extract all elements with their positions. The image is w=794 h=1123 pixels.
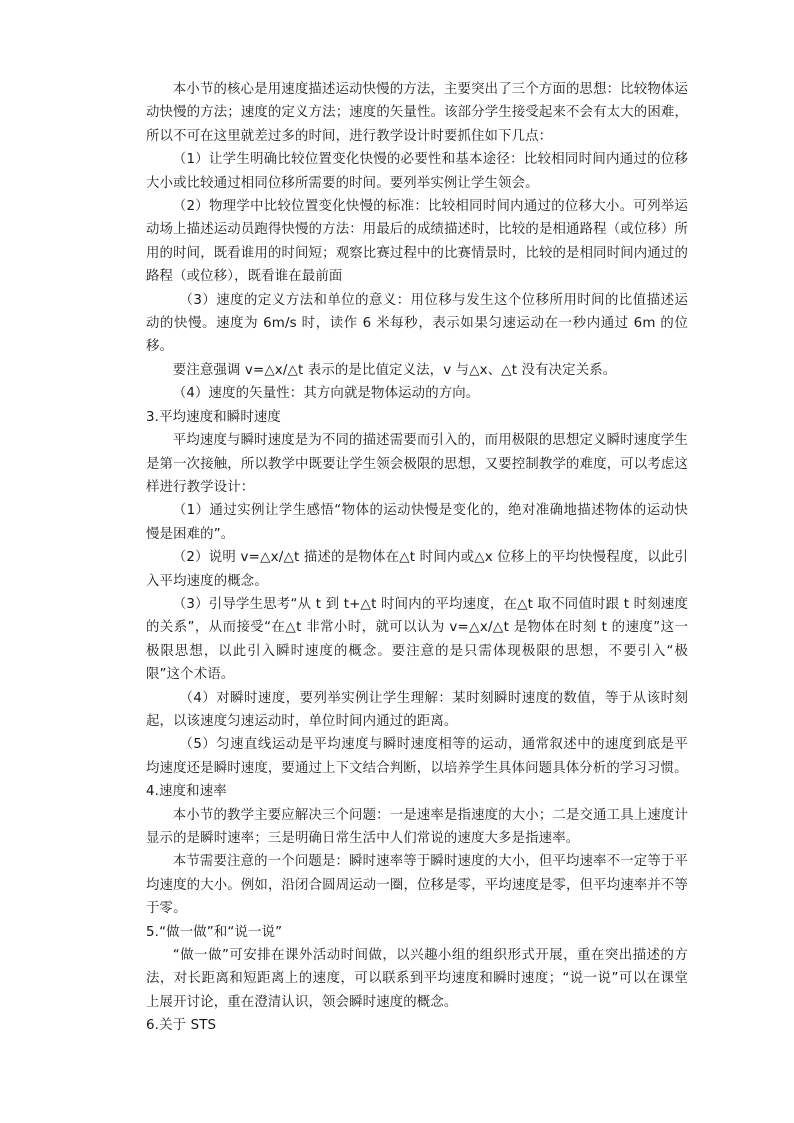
section-3-point-4: （4）对瞬时速度，要列举实例让学生理解：某时刻瞬时速度的数值，等于从该时刻起，以该速度匀速运动时，单位时间内通过的距离。 <box>146 690 688 729</box>
section-3-point-1: （1）通过实例让学生感悟“物体的运动快慢是变化的，绝对准确地描述物体的运动快慢是困难的”。 <box>146 503 688 542</box>
section-3-point-3: （3）引导学生思考“从 t 到 t+△t 时间内的平均速度，在△t 取不同值时跟 t 时刻速度的关系”，从而接受“在△t 非常小时，就可以认为 v=△x/△t 是物体在时刻 t 的速度”这一极限思想，以此引入瞬时速度的概念。要注意的是只需体现极限的思想，不要引入“极限”这个术语。 <box>146 596 688 683</box>
intro-paragraph: 本小节的核心是用速度描述运动快慢的方法，主要突出了三个方面的思想：比较物体运动快慢的方法；速度的定义方法；速度的矢量性。该部分学生接受起来不会有太大的困难，所以不可在这里就差过多的时间，进行教学设计时要抓住如下几点： <box>146 82 688 144</box>
section-4-paragraph-2: 本节需要注意的一个问题是：瞬时速率等于瞬时速度的大小，但平均速率不一定等于平均速度的大小。例如，沿闭合圆周运动一圈，位移是零，平均速度是零，但平均速率并不等于零。 <box>146 854 688 917</box>
point-3: （3）速度的定义方法和单位的意义：用位移与发生这个位移所用时间的比值描述运动的快慢。速度为 6m/s 时，读作 6 米每秒，表示如果匀速运动在一秒内通过 6m 的位移。 <box>146 292 688 355</box>
section-3-title: 3.平均速度和瞬时速度 <box>146 409 281 425</box>
point-1: （1）让学生明确比较位置变化快慢的必要性和基本途径：比较相同时间内通过的位移大小或比较通过相同位移所需要的时间。要列举实例让学生领会。 <box>146 152 688 191</box>
emphasis-note: 要注意强调 v=△x/△t 表示的是比值定义法，v 与△x、△t 没有决定关系。 <box>172 362 617 378</box>
section-4-title: 4.速度和速率 <box>146 784 227 800</box>
point-2: （2）物理学中比较位置变化快慢的标准：比较相同时间内通过的位移大小。可列举运动场上描述运动员跑得快慢的方法：用最后的成绩描述时，比较的是相通路程（或位移）所用的时间，既看谁用的时间短；观察比赛过程中的比赛情景时，比较的是相同时间内通过的路程（或位移），既看谁在最前面 <box>146 199 688 285</box>
section-5-title: 5.“做一做”和“说一说” <box>146 924 283 940</box>
document-body <box>146 78 688 1038</box>
section-5-paragraph: “做一做”可安排在课外活动时间做，以兴趣小组的组织形式开展，重在突出描述的方法，对长距离和短距离上的速度，可以联系到平均速度和瞬时速度；“说一说”可以在课堂上展开讨论，重在澄清认识，领会瞬时速度的概念。 <box>146 948 688 1010</box>
section-6-title: 6.关于 STS <box>146 1018 217 1034</box>
section-3-point-5: （5）匀速直线运动是平均速度与瞬时速度相等的运动，通常叙述中的速度到底是平均速度还是瞬时速度，要通过上下文结合判断，以培养学生具体问题具体分析的学习习惯。 <box>146 737 688 776</box>
section-4-paragraph-1: 本小节的教学主要应解决三个问题：一是速率是指速度的大小；二是交通工具上速度计显示的是瞬时速率；三是明确日常生活中人们常说的速度大多是指速率。 <box>146 807 688 846</box>
section-3-point-2: （2）说明 v=△x/△t 描述的是物体在△t 时间内或△x 位移上的平均快慢程度，以此引入平均速度的概念。 <box>146 550 688 589</box>
section-3-intro: 平均速度与瞬时速度是为不同的描述需要而引入的，而用极限的思想定义瞬时速度学生是第一次接触，所以教学中既要让学生领会极限的思想，又要控制教学的难度，可以考虑这样进行教学设计： <box>146 433 688 495</box>
point-4: （4）速度的矢量性：其方向就是物体运动的方向。 <box>172 386 480 402</box>
